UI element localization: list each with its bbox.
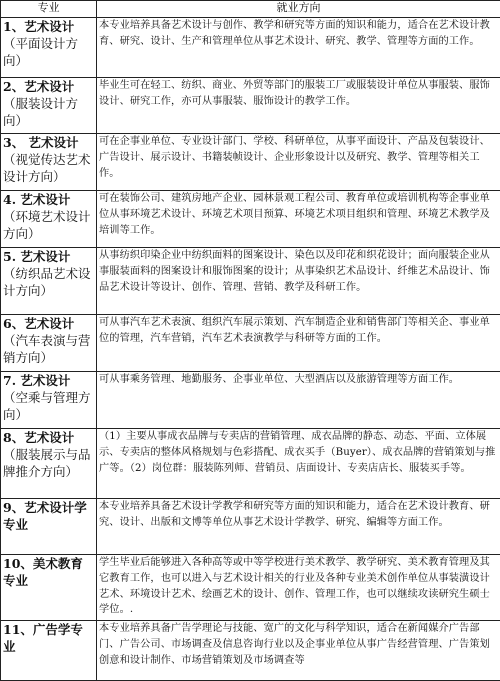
header-direction: 就业方向 bbox=[97, 1, 500, 18]
header-major: 专业 bbox=[1, 1, 97, 18]
table-row bbox=[1, 134, 500, 191]
major-cell bbox=[1, 499, 97, 555]
direction-cell: 本专业培养具备广告学理论与技能、宽广的文化与科学知识，适合在新闻媒介广告部门、广告公司、市场调查及信息咨询行业以及企事业单位从事广告经营管理、广告策划创意和设计制作、市场营销策划及市场调查等 bbox=[97, 621, 500, 681]
major-cell bbox=[1, 429, 97, 499]
major-cell bbox=[1, 315, 97, 372]
table-header-row bbox=[1, 1, 500, 18]
major-subtitle: （服装展示与品牌推介方向） bbox=[3, 447, 91, 479]
direction-cell: 可在装饰公司、建筑房地产企业、园林景观工程公司、教育单位或培训机构等企事业单位从事环境艺术设计、环境艺术项目预算、环境艺术项目组织和管理、环境艺术教学及培训等工作。 bbox=[97, 191, 500, 248]
major-title: 9、艺术设计学专业 bbox=[3, 500, 87, 532]
table-row bbox=[1, 18, 500, 78]
major-subtitle: （环境艺术设计方向） bbox=[3, 209, 91, 241]
major-title: 1、艺术设计 bbox=[3, 19, 74, 34]
direction-cell: 可从事汽车艺术表演、组织汽车展示策划、汽车制造企业和销售部门等相关企、事业单位的管理，汽车营销，汽车艺术表演教学与科研等方面的工作。 bbox=[97, 315, 500, 372]
major-subtitle: （纺织品艺术设计方向） bbox=[3, 266, 91, 298]
major-title: 7. 艺术设计 bbox=[3, 373, 70, 388]
major-title: 3、 艺术设计 bbox=[3, 135, 79, 150]
major-subtitle: （汽车表演与营销方向） bbox=[3, 333, 91, 365]
direction-cell: 本专业培养具备艺术设计学教学和研究等方面的知识和能力，适合在艺术设计教育、研究、设计、出版和文博等单位从事艺术设计学教学、研究、编辑等方面工作。 bbox=[97, 499, 500, 555]
major-title: 4. 艺术设计 bbox=[3, 192, 70, 207]
direction-cell: 学生毕业后能够进入各种高等或中等学校进行美术教学、教学研究、美术教育管理及其它教育工作，也可以进入与艺术设计相关的行业及各种专业美术创作单位从事装潢设计艺术、环境设计艺术、绘画艺术的设计、创作、管理工作，也可以继续攻读研究生硕士学位。. bbox=[97, 555, 500, 621]
major-cell bbox=[1, 248, 97, 315]
major-cell bbox=[1, 191, 97, 248]
table-row bbox=[1, 621, 500, 681]
direction-cell: 毕业生可在轻工、纺织、商业、外贸等部门的服装工厂或服装设计单位从事服装、服饰设计、研究工作，亦可从事服装、服饰设计的教学工作。 bbox=[97, 78, 500, 134]
major-title: 10、美术教育专业 bbox=[3, 556, 83, 588]
table-row bbox=[1, 315, 500, 372]
table-row bbox=[1, 248, 500, 315]
major-title: 5. 艺术设计 bbox=[3, 249, 70, 264]
table-row bbox=[1, 555, 500, 621]
major-cell bbox=[1, 621, 97, 681]
direction-cell: 可从事乘务管理、地勤服务、企事业单位、大型酒店以及旅游管理等方面工作。 bbox=[97, 372, 500, 429]
table-row bbox=[1, 499, 500, 555]
table-row bbox=[1, 429, 500, 499]
table-row bbox=[1, 78, 500, 134]
major-cell bbox=[1, 372, 97, 429]
major-title: 2、艺术设计 bbox=[3, 79, 74, 94]
direction-cell: （1）主要从事成衣品牌与专卖店的营销管理、成衣品牌的静态、动态、平面、立体展示、专卖店的整体风格规划与色彩搭配、成衣买手（Buyer）、成衣品牌的营销策划与推广等。（2）岗位群：服装陈列师、营销员、店面设计、专卖店店长、服装买手等。 bbox=[97, 429, 500, 499]
major-cell bbox=[1, 134, 97, 191]
major-subtitle: （视觉传达艺术设计方向） bbox=[3, 152, 91, 184]
table-row bbox=[1, 191, 500, 248]
direction-cell: 从事纺织印染企业中纺织面料的图案设计、染色以及印花和织花设计；面向服装企业从事服装面料的图案设计和服饰图案的设计；从事染织艺术品设计、纤维艺术品设计、饰品艺术设计等设计、创作、管理、营销、教学及科研工作。 bbox=[97, 248, 500, 315]
direction-cell: 本专业培养具备艺术设计与创作、教学和研究等方面的知识和能力，适合在艺术设计教育、研究、设计、生产和管理单位从事艺术设计、研究、教学、管理等方面的工作。 bbox=[97, 18, 500, 78]
major-cell bbox=[1, 18, 97, 78]
major-subtitle: （空乘与管理方向） bbox=[3, 390, 91, 422]
table-row bbox=[1, 372, 500, 429]
major-subtitle: （平面设计方向） bbox=[3, 36, 78, 68]
major-title: 6、艺术设计 bbox=[3, 316, 74, 331]
direction-cell: 可在企事业单位、专业设计部门、学校、科研单位，从事平面设计、产品及包装设计、广告设计、展示设计、书籍装帧设计、企业形象设计以及研究、教学、管理等相关工作。 bbox=[97, 134, 500, 191]
major-subtitle: （服装设计方向） bbox=[3, 96, 78, 128]
major-cell bbox=[1, 78, 97, 134]
major-title: 8、艺术设计 bbox=[3, 430, 74, 445]
major-cell bbox=[1, 555, 97, 621]
major-title: 11、广告学专业 bbox=[3, 622, 83, 654]
